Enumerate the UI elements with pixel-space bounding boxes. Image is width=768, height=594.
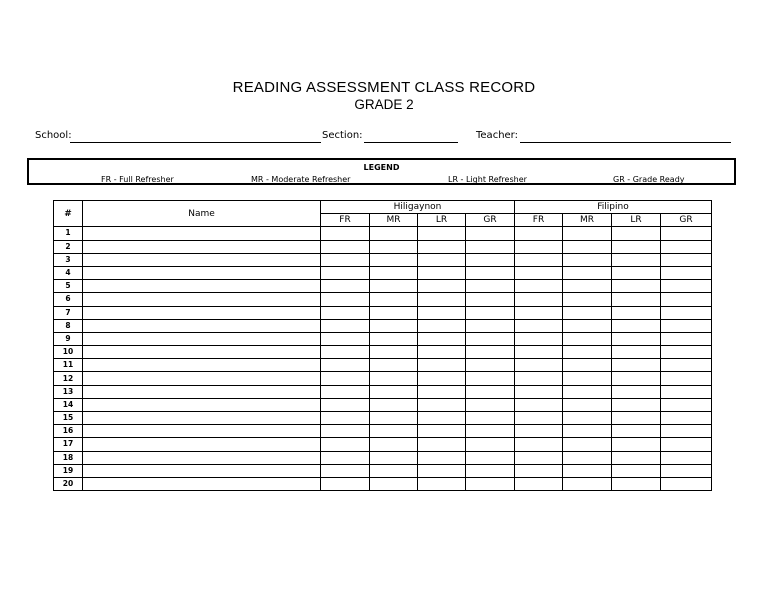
school-field[interactable] (70, 142, 321, 143)
score-cell[interactable] (661, 359, 712, 372)
score-cell[interactable] (321, 280, 370, 293)
score-cell[interactable] (563, 438, 612, 451)
score-cell[interactable] (612, 240, 661, 253)
score-cell[interactable] (563, 240, 612, 253)
table-row (54, 346, 712, 359)
score-cell[interactable] (612, 253, 661, 266)
score-cell[interactable] (418, 359, 466, 372)
score-cell[interactable] (321, 306, 370, 319)
score-cell[interactable] (612, 372, 661, 385)
score-cell[interactable] (321, 438, 370, 451)
document-subtitle: GRADE 2 (354, 97, 414, 112)
score-cell[interactable] (418, 332, 466, 345)
score-cell[interactable] (418, 464, 466, 477)
row-number: 16 (54, 425, 83, 438)
score-cell[interactable] (418, 253, 466, 266)
score-cell[interactable] (612, 425, 661, 438)
score-cell[interactable] (515, 306, 563, 319)
score-cell[interactable] (515, 346, 563, 359)
score-cell[interactable] (370, 385, 418, 398)
score-cell[interactable] (370, 425, 418, 438)
score-cell[interactable] (418, 293, 466, 306)
score-cell[interactable] (612, 398, 661, 411)
score-cell[interactable] (661, 385, 712, 398)
legend-box (27, 158, 736, 185)
score-cell[interactable] (612, 451, 661, 464)
name-header: Name (83, 201, 321, 227)
row-number: 19 (54, 464, 83, 477)
score-cell[interactable] (661, 240, 712, 253)
score-cell[interactable] (321, 253, 370, 266)
teacher-label: Teacher: (476, 130, 518, 141)
row-number: 7 (54, 306, 83, 319)
score-cell[interactable] (418, 372, 466, 385)
score-cell[interactable] (661, 293, 712, 306)
table-body (54, 227, 712, 491)
score-cell[interactable] (515, 425, 563, 438)
score-cell[interactable] (466, 398, 515, 411)
score-cell[interactable] (661, 280, 712, 293)
score-cell[interactable] (466, 280, 515, 293)
score-cell[interactable] (661, 477, 712, 490)
score-cell[interactable] (418, 227, 466, 240)
score-cell[interactable] (563, 306, 612, 319)
score-cell[interactable] (321, 412, 370, 425)
name-cell[interactable] (83, 385, 321, 398)
score-cell[interactable] (612, 319, 661, 332)
score-cell[interactable] (515, 464, 563, 477)
score-cell[interactable] (515, 385, 563, 398)
class-record-table (53, 200, 712, 491)
name-cell[interactable] (83, 253, 321, 266)
score-cell[interactable] (466, 240, 515, 253)
score-cell[interactable] (418, 306, 466, 319)
score-cell[interactable] (661, 346, 712, 359)
subheader-mr: MR (563, 214, 612, 227)
table-row (54, 332, 712, 345)
score-cell[interactable] (321, 293, 370, 306)
score-cell[interactable] (370, 451, 418, 464)
name-cell[interactable] (83, 451, 321, 464)
teacher-field[interactable] (520, 142, 731, 143)
score-cell[interactable] (466, 319, 515, 332)
row-number: 15 (54, 412, 83, 425)
score-cell[interactable] (466, 227, 515, 240)
table-row (54, 227, 712, 240)
score-cell[interactable] (370, 293, 418, 306)
score-cell[interactable] (321, 425, 370, 438)
score-cell[interactable] (418, 346, 466, 359)
score-cell[interactable] (661, 372, 712, 385)
score-cell[interactable] (370, 280, 418, 293)
score-cell[interactable] (418, 412, 466, 425)
score-cell[interactable] (466, 438, 515, 451)
row-number: 11 (54, 359, 83, 372)
subheader-mr: MR (370, 214, 418, 227)
score-cell[interactable] (612, 385, 661, 398)
score-cell[interactable] (612, 306, 661, 319)
score-cell[interactable] (515, 280, 563, 293)
score-cell[interactable] (515, 477, 563, 490)
score-cell[interactable] (563, 346, 612, 359)
score-cell[interactable] (321, 332, 370, 345)
score-cell[interactable] (466, 266, 515, 279)
name-cell[interactable] (83, 412, 321, 425)
score-cell[interactable] (321, 477, 370, 490)
score-cell[interactable] (370, 227, 418, 240)
score-cell[interactable] (370, 398, 418, 411)
legend-item-mr: MR - Moderate Refresher (251, 175, 351, 184)
score-cell[interactable] (370, 477, 418, 490)
score-cell[interactable] (612, 280, 661, 293)
score-cell[interactable] (563, 332, 612, 345)
score-cell[interactable] (466, 412, 515, 425)
legend-title: LEGEND (363, 163, 400, 172)
name-cell[interactable] (83, 319, 321, 332)
score-cell[interactable] (661, 398, 712, 411)
row-number: 8 (54, 319, 83, 332)
score-cell[interactable] (612, 464, 661, 477)
score-cell[interactable] (466, 306, 515, 319)
score-cell[interactable] (515, 451, 563, 464)
subheader-fr: FR (321, 214, 370, 227)
score-cell[interactable] (612, 293, 661, 306)
school-label: School: (35, 130, 72, 141)
score-cell[interactable] (563, 451, 612, 464)
score-cell[interactable] (466, 253, 515, 266)
score-cell[interactable] (418, 266, 466, 279)
score-cell[interactable] (661, 319, 712, 332)
subheader-lr: LR (612, 214, 661, 227)
score-cell[interactable] (466, 464, 515, 477)
score-cell[interactable] (563, 412, 612, 425)
score-cell[interactable] (515, 240, 563, 253)
score-cell[interactable] (321, 227, 370, 240)
name-cell[interactable] (83, 293, 321, 306)
score-cell[interactable] (563, 293, 612, 306)
name-cell[interactable] (83, 266, 321, 279)
score-cell[interactable] (321, 372, 370, 385)
score-cell[interactable] (515, 332, 563, 345)
row-number: 4 (54, 266, 83, 279)
num-header: # (54, 201, 83, 227)
score-cell[interactable] (466, 346, 515, 359)
name-cell[interactable] (83, 346, 321, 359)
score-cell[interactable] (661, 306, 712, 319)
score-cell[interactable] (612, 359, 661, 372)
score-cell[interactable] (563, 280, 612, 293)
score-cell[interactable] (515, 438, 563, 451)
score-cell[interactable] (661, 425, 712, 438)
score-cell[interactable] (418, 438, 466, 451)
name-cell[interactable] (83, 359, 321, 372)
score-cell[interactable] (515, 293, 563, 306)
legend-item-fr: FR - Full Refresher (101, 175, 174, 184)
score-cell[interactable] (466, 477, 515, 490)
table-row (54, 412, 712, 425)
row-number: 10 (54, 346, 83, 359)
score-cell[interactable] (370, 464, 418, 477)
score-cell[interactable] (515, 359, 563, 372)
score-cell[interactable] (563, 319, 612, 332)
name-cell[interactable] (83, 280, 321, 293)
name-cell[interactable] (83, 372, 321, 385)
score-cell[interactable] (321, 240, 370, 253)
row-number: 6 (54, 293, 83, 306)
score-cell[interactable] (370, 319, 418, 332)
score-cell[interactable] (370, 359, 418, 372)
row-number: 3 (54, 253, 83, 266)
score-cell[interactable] (661, 253, 712, 266)
score-cell[interactable] (418, 398, 466, 411)
table-row (54, 319, 712, 332)
row-number: 9 (54, 332, 83, 345)
legend-item-gr: GR - Grade Ready (613, 175, 685, 184)
name-cell[interactable] (83, 306, 321, 319)
score-cell[interactable] (370, 332, 418, 345)
score-cell[interactable] (661, 227, 712, 240)
table-row (54, 280, 712, 293)
score-cell[interactable] (612, 477, 661, 490)
score-cell[interactable] (612, 332, 661, 345)
table-row (54, 306, 712, 319)
row-number: 18 (54, 451, 83, 464)
name-cell[interactable] (83, 332, 321, 345)
table-row (54, 359, 712, 372)
name-cell[interactable] (83, 438, 321, 451)
score-cell[interactable] (563, 372, 612, 385)
score-cell[interactable] (321, 451, 370, 464)
group-header-hiligaynon: Hiligaynon (321, 201, 515, 214)
score-cell[interactable] (321, 266, 370, 279)
name-cell[interactable] (83, 477, 321, 490)
score-cell[interactable] (612, 227, 661, 240)
score-cell[interactable] (612, 266, 661, 279)
score-cell[interactable] (466, 359, 515, 372)
score-cell[interactable] (612, 412, 661, 425)
subheader-lr: LR (418, 214, 466, 227)
score-cell[interactable] (466, 332, 515, 345)
document-title: READING ASSESSMENT CLASS RECORD (232, 79, 536, 96)
subheader-gr: GR (466, 214, 515, 227)
name-cell[interactable] (83, 398, 321, 411)
score-cell[interactable] (321, 319, 370, 332)
table-row (54, 464, 712, 477)
score-cell[interactable] (370, 253, 418, 266)
score-cell[interactable] (563, 385, 612, 398)
name-cell[interactable] (83, 227, 321, 240)
name-cell[interactable] (83, 464, 321, 477)
table-row (54, 385, 712, 398)
score-cell[interactable] (321, 346, 370, 359)
score-cell[interactable] (466, 451, 515, 464)
row-number: 12 (54, 372, 83, 385)
score-cell[interactable] (515, 372, 563, 385)
table-row (54, 293, 712, 306)
score-cell[interactable] (418, 477, 466, 490)
score-cell[interactable] (418, 240, 466, 253)
section-field[interactable] (364, 142, 458, 143)
score-cell[interactable] (418, 319, 466, 332)
row-number: 20 (54, 477, 83, 490)
score-cell[interactable] (321, 464, 370, 477)
score-cell[interactable] (515, 253, 563, 266)
score-cell[interactable] (370, 372, 418, 385)
score-cell[interactable] (321, 385, 370, 398)
score-cell[interactable] (563, 477, 612, 490)
score-cell[interactable] (418, 425, 466, 438)
score-cell[interactable] (563, 253, 612, 266)
score-cell[interactable] (370, 306, 418, 319)
score-cell[interactable] (515, 412, 563, 425)
score-cell[interactable] (563, 464, 612, 477)
score-cell[interactable] (515, 398, 563, 411)
score-cell[interactable] (612, 438, 661, 451)
score-cell[interactable] (418, 385, 466, 398)
score-cell[interactable] (563, 227, 612, 240)
score-cell[interactable] (321, 359, 370, 372)
score-cell[interactable] (321, 398, 370, 411)
row-number: 5 (54, 280, 83, 293)
score-cell[interactable] (515, 227, 563, 240)
table-row (54, 266, 712, 279)
score-cell[interactable] (466, 385, 515, 398)
legend-item-lr: LR - Light Refresher (448, 175, 527, 184)
score-cell[interactable] (466, 425, 515, 438)
table-row (54, 253, 712, 266)
table-row (54, 477, 712, 490)
row-number: 17 (54, 438, 83, 451)
score-cell[interactable] (370, 240, 418, 253)
subheader-fr: FR (515, 214, 563, 227)
score-cell[interactable] (563, 425, 612, 438)
score-cell[interactable] (515, 319, 563, 332)
subheader-gr: GR (661, 214, 712, 227)
score-cell[interactable] (418, 280, 466, 293)
row-number: 13 (54, 385, 83, 398)
group-header-filipino: Filipino (515, 201, 712, 214)
score-cell[interactable] (370, 438, 418, 451)
score-cell[interactable] (661, 464, 712, 477)
score-cell[interactable] (370, 346, 418, 359)
score-cell[interactable] (563, 266, 612, 279)
section-label: Section: (322, 130, 363, 141)
name-cell[interactable] (83, 240, 321, 253)
score-cell[interactable] (466, 372, 515, 385)
score-cell[interactable] (418, 451, 466, 464)
table-row (54, 438, 712, 451)
row-number: 14 (54, 398, 83, 411)
row-number: 2 (54, 240, 83, 253)
score-cell[interactable] (661, 266, 712, 279)
score-cell[interactable] (563, 398, 612, 411)
table-row (54, 398, 712, 411)
score-cell[interactable] (466, 293, 515, 306)
score-cell[interactable] (661, 412, 712, 425)
score-cell[interactable] (612, 346, 661, 359)
score-cell[interactable] (370, 266, 418, 279)
table-row (54, 240, 712, 253)
table-row (54, 372, 712, 385)
table-row (54, 425, 712, 438)
row-number: 1 (54, 227, 83, 240)
table-row (54, 451, 712, 464)
score-cell[interactable] (661, 438, 712, 451)
score-cell[interactable] (661, 451, 712, 464)
score-cell[interactable] (515, 266, 563, 279)
score-cell[interactable] (661, 332, 712, 345)
score-cell[interactable] (563, 359, 612, 372)
score-cell[interactable] (370, 412, 418, 425)
name-cell[interactable] (83, 425, 321, 438)
